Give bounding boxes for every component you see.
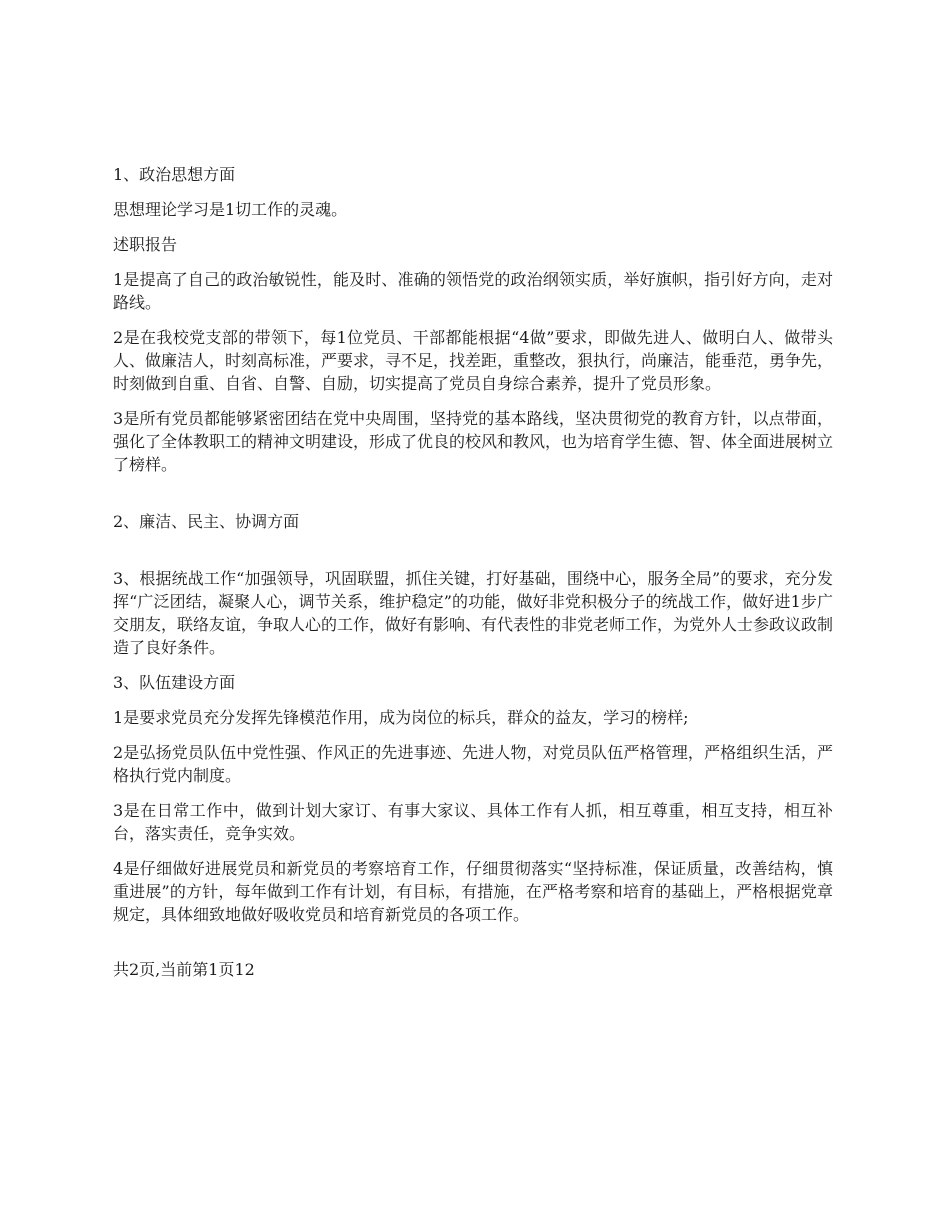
body-paragraph: 2是在我校党支部的带领下，每1位党员、干部都能根据“4做”要求，即做先进人、做明白人、做带头人、做廉洁人，时刻高标准，严要求，寻不足，找差距，重整改，狠执行，尚廉洁，能垂范，勇争先，时刻做到自重、自省、自警、自励，切实提高了党员自身综合素养，提升了党员形象。 [113,328,834,393]
body-paragraph: 思想理论学习是1切工作的灵魂。 [113,200,348,219]
page-indicator: 共2页,当前第1页12 [113,960,255,979]
body-paragraph: 述职报告 [113,235,178,254]
section-heading-political: 1、政治思想方面 [113,165,236,184]
section-heading-team-building: 3、队伍建设方面 [113,673,236,692]
body-paragraph: 4是仔细做好进展党员和新党员的考察培育工作，仔细贯彻落实“坚持标准，保证质量，改善结构，慎重进展”的方针，每年做到工作有计划，有目标，有措施，在严格考察和培育的基础上，严格根据党章规定，具体细致地做好吸收党员和培育新党员的各项工作。 [113,859,833,924]
body-paragraph: 3、根据统战工作“加强领导，巩固联盟，抓住关键，打好基础，围绕中心，服务全局”的要求，充分发挥“广泛团结，凝聚人心，调节关系，维护稳定”的功能，做好非党积极分子的统战工作，做好进1步广交朋友，联络友谊，争取人心的工作，做好有影响、有代表性的非党老师工作，为党外人士参政议政制造了良好条件。 [113,569,834,657]
body-paragraph: 1是提高了自己的政治敏锐性，能及时、准确的领悟党的政治纲领实质，举好旗帜，指引好方向，走对路线。 [113,270,833,312]
body-paragraph: 3是所有党员都能够紧密团结在党中央周围，坚持党的基本路线，坚决贯彻党的教育方针，以点带面，强化了全体教职工的精神文明建设，形成了优良的校风和教风，也为培育学生德、智、体全面进展树立了榜样。 [113,409,834,474]
body-paragraph: 3是在日常工作中，做到计划大家订、有事大家议、具体工作有人抓，相互尊重，相互支持，相互补台，落实责任，竞争实效。 [113,801,833,843]
body-paragraph: 2是弘扬党员队伍中党性强、作风正的先进事迹、先进人物，对党员队伍严格管理，严格组织生活，严格执行党内制度。 [113,743,833,785]
section-heading-integrity: 2、廉洁、民主、协调方面 [113,512,300,531]
body-paragraph: 1是要求党员充分发挥先锋模范作用，成为岗位的标兵，群众的益友，学习的榜样; [113,708,689,727]
document-body [113,163,833,981]
